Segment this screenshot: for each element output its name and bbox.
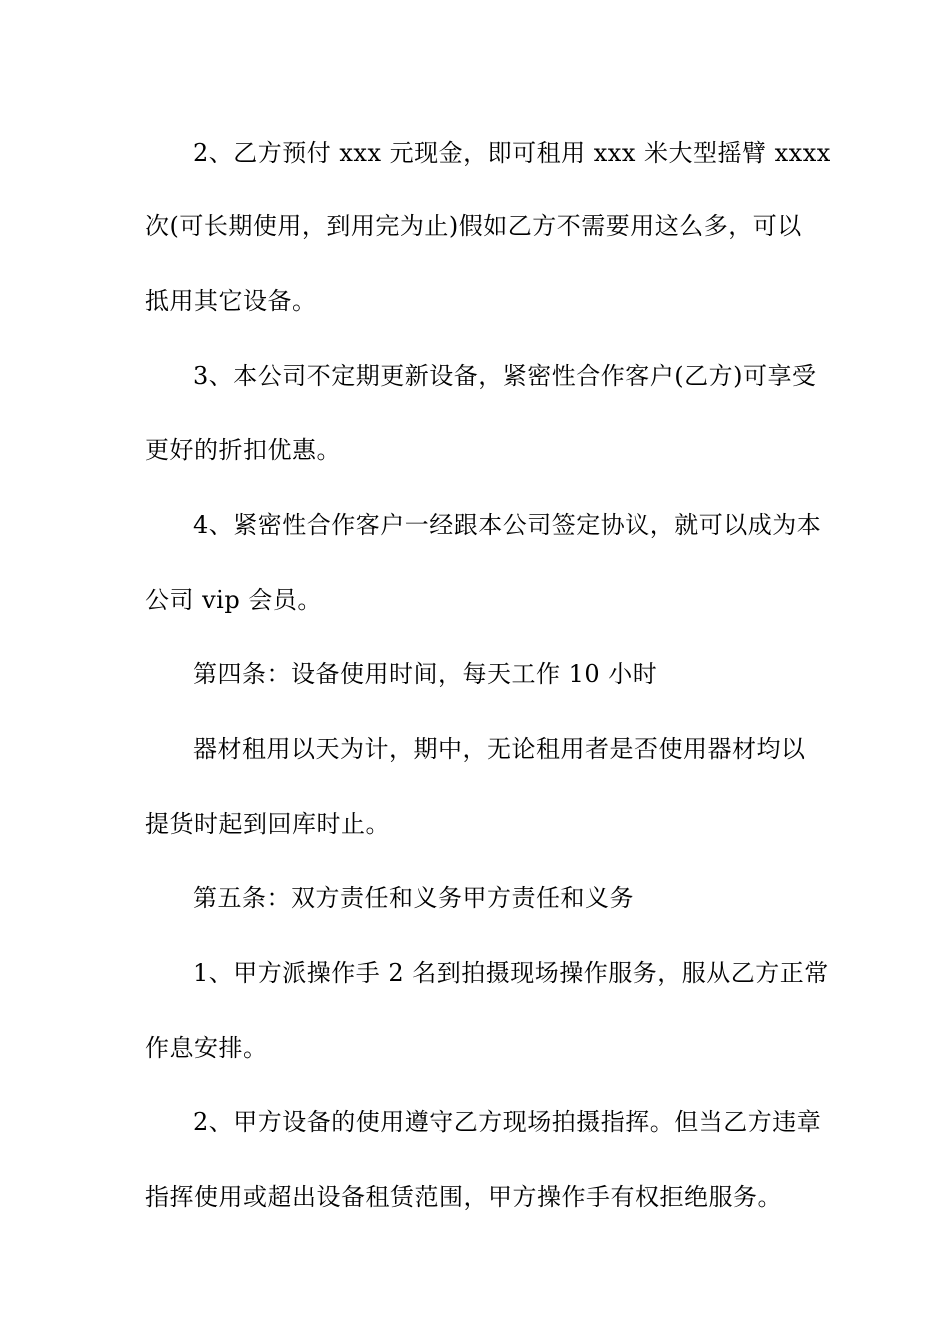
article-4-heading: 第四条：设备使用时间，每天工作 10 小时: [193, 660, 658, 688]
rental-para-line-1: 器材租用以天为计，期中，无论租用者是否使用器材均以: [193, 735, 806, 763]
duty-1-line-1: 1、甲方派操作手 2 名到拍摄现场操作服务，服从乙方正常: [193, 959, 829, 987]
duty-2-line-2: 指挥使用或超出设备租赁范围，甲方操作手有权拒绝服务。: [145, 1183, 782, 1211]
duty-1-line-2: 作息安排。: [145, 1034, 268, 1062]
article-5-heading: 第五条：双方责任和义务甲方责任和义务: [193, 884, 634, 912]
duty-2-line-1: 2、甲方设备的使用遵守乙方现场拍摄指挥。但当乙方违章: [193, 1108, 822, 1136]
para-2-line-2: 次(可长期使用，到用完为止)假如乙方不需要用这么多，可以: [145, 212, 802, 240]
para-2-line-3: 抵用其它设备。: [145, 287, 317, 315]
para-3-line-1: 3、本公司不定期更新设备，紧密性合作客户(乙方)可享受: [193, 362, 817, 390]
para-4-line-2: 公司 vip 会员。: [145, 586, 322, 614]
para-3-line-2: 更好的折扣优惠。: [145, 436, 341, 464]
para-2-line-1: 2、乙方预付 xxx 元现金，即可租用 xxx 米大型摇臂 xxxx: [193, 139, 831, 167]
para-4-line-1: 4、紧密性合作客户一经跟本公司签定协议，就可以成为本: [193, 511, 822, 539]
rental-para-line-2: 提货时起到回库时止。: [145, 810, 390, 838]
